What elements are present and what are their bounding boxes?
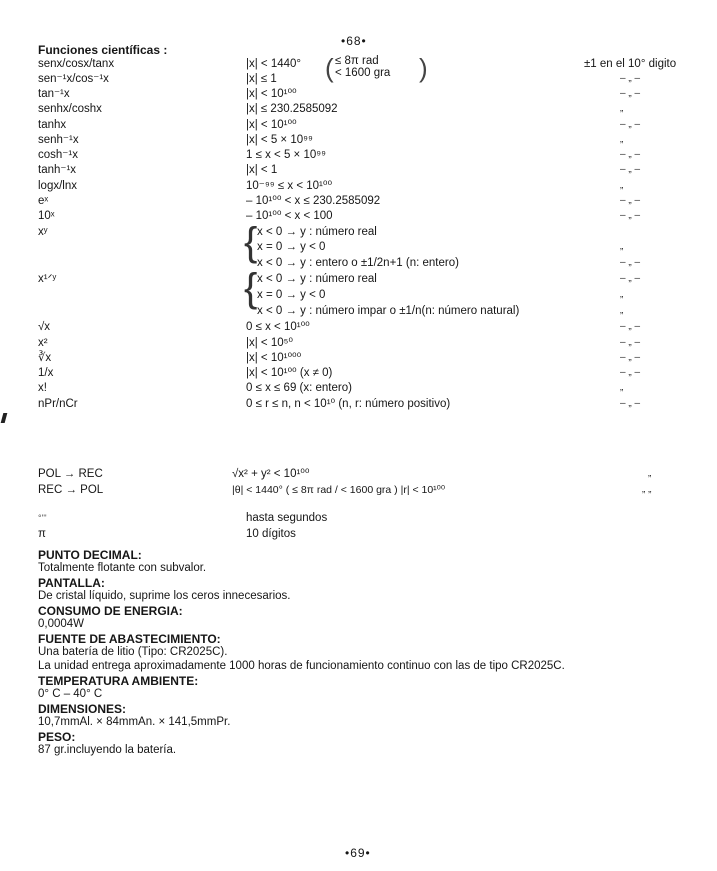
function-name: senhx/coshx (38, 103, 102, 115)
table-row (0, 225, 717, 239)
function-range: |x| < 10¹⁰⁰ (246, 119, 297, 131)
function-name: senx/cosx/tanx (38, 58, 115, 70)
accuracy: – „ – (620, 195, 641, 206)
function-name: ∛x (38, 352, 52, 364)
condition-line: x < 0 → y : número impar o ±1/n(n: número natural) (257, 305, 520, 317)
function-range: √x² + y² < 10¹⁰⁰ (232, 468, 310, 480)
accuracy: „ (620, 382, 624, 393)
table-row (0, 397, 717, 411)
table-row (0, 381, 717, 395)
accuracy: – „ – (620, 273, 641, 284)
function-name: tan⁻¹x (38, 88, 70, 100)
spec-text: Totalmente flotante con subvalor. (38, 562, 207, 574)
condition-line: x = 0 → y < 0 (257, 241, 326, 253)
function-name: tanhx (38, 119, 67, 131)
table-row (0, 209, 717, 223)
section-title: Funciones científicas : (38, 43, 168, 57)
accuracy: „ (620, 180, 624, 191)
function-name: x¹ᐟʸ (38, 273, 57, 285)
function-range: |x| < 10¹⁰⁰⁰ (246, 352, 302, 364)
table-row (0, 511, 717, 525)
spec-text: 0,0004W (38, 618, 85, 630)
accuracy: „ (620, 134, 624, 145)
function-name: POL → REC (38, 468, 103, 480)
condition-line: x < 0 → y : entero o ±1/2n+1 (n: entero) (257, 257, 459, 269)
table-row (0, 527, 717, 541)
function-range: |x| < 10¹⁰⁰ (246, 88, 297, 100)
table-row (0, 288, 717, 302)
function-name: nPr/nCr (38, 398, 78, 410)
function-name: 10ˣ (38, 210, 55, 222)
function-range: 1 ≤ x < 5 × 10⁹⁹ (246, 149, 327, 161)
accuracy: – „ – (620, 88, 641, 99)
accuracy: „ (620, 289, 624, 300)
function-name: x! (38, 382, 47, 394)
accuracy: „ (648, 468, 652, 479)
page-number-top: •68• (341, 34, 367, 48)
spec-label: DIMENSIONES: (38, 702, 127, 716)
function-range: 0 ≤ r ≤ n, n < 10¹⁰ (n, r: número positivo) (246, 398, 451, 410)
function-range: hasta segundos (246, 512, 328, 524)
accuracy: – „ – (620, 164, 641, 175)
accuracy-main: ±1 en el 10° digito (584, 58, 677, 70)
accuracy: – „ – (620, 73, 641, 84)
function-name: eˣ (38, 195, 49, 207)
table-row (0, 336, 717, 350)
table-row (0, 366, 717, 380)
function-range: |θ| < 1440° ( ≤ 8π rad / < 1600 gra ) |r| < 10¹⁰⁰ (232, 484, 446, 496)
accuracy: – „ – (620, 119, 641, 130)
accuracy: „ „ (642, 484, 652, 495)
spec-text: De cristal líquido, suprime los ceros innecesarios. (38, 590, 291, 602)
table-row (0, 304, 717, 318)
accuracy: – „ – (620, 398, 641, 409)
table-row (0, 148, 717, 162)
function-name: x² (38, 337, 48, 349)
function-name: °'" (38, 513, 47, 523)
spec-text: 10,7mmAl. × 84mmAn. × 141,5mmPr. (38, 716, 231, 728)
page-number-bottom: •69• (345, 846, 371, 860)
accuracy: „ (620, 103, 624, 114)
function-range: 0 ≤ x < 10¹⁰⁰ (246, 321, 310, 333)
spec-label: PUNTO DECIMAL: (38, 548, 142, 562)
gra-note-line1: ≤ 8π rad (335, 55, 379, 67)
table-row (0, 87, 717, 101)
function-range: |x| < 10⁵⁰ (246, 337, 293, 349)
spec-label: PESO: (38, 730, 76, 744)
function-name: logx/lnx (38, 180, 77, 192)
table-row (0, 133, 717, 147)
accuracy: – „ – (620, 321, 641, 332)
function-range: |x| ≤ 1 (246, 73, 277, 85)
table-row (0, 272, 717, 286)
function-range: |x| < 1440° (246, 58, 302, 70)
function-range: – 10¹⁰⁰ < x < 100 (246, 210, 333, 222)
table-row (0, 256, 717, 270)
table-row (0, 467, 717, 481)
margin-mark (1, 413, 8, 423)
spec-text: 87 gr.incluyendo la batería. (38, 744, 177, 756)
accuracy: – „ – (620, 337, 641, 348)
brace: { (244, 266, 258, 310)
function-name: REC → POL (38, 484, 104, 496)
function-range: 10 dígitos (246, 528, 296, 540)
accuracy: – „ – (620, 149, 641, 160)
function-name: 1/x (38, 367, 54, 379)
table-row (0, 351, 717, 365)
gra-note-line2: < 1600 gra (335, 67, 391, 79)
table-row (0, 163, 717, 177)
brace: { (244, 220, 258, 264)
spec-text: 0° C – 40° C (38, 688, 103, 700)
function-range: 0 ≤ x ≤ 69 (x: entero) (246, 382, 352, 394)
spec-text: Una batería de litio (Tipo: CR2025C). (38, 646, 228, 658)
table-row (0, 179, 717, 193)
accuracy: – „ – (620, 367, 641, 378)
table-row (0, 57, 717, 71)
condition-line: x < 0 → y : número real (257, 273, 377, 285)
function-name: sen⁻¹x/cos⁻¹x (38, 73, 109, 85)
table-row (0, 102, 717, 116)
spec-label: PANTALLA: (38, 576, 105, 590)
accuracy: – „ – (620, 257, 641, 268)
function-name: π (38, 528, 46, 540)
function-name: senh⁻¹x (38, 134, 79, 146)
accuracy: „ (620, 241, 624, 252)
table-row (0, 320, 717, 334)
function-name: cosh⁻¹x (38, 149, 78, 161)
condition-line: x = 0 → y < 0 (257, 289, 326, 301)
function-name: tanh⁻¹x (38, 164, 77, 176)
table-row (0, 240, 717, 254)
spec-label: FUENTE DE ABASTECIMIENTO: (38, 632, 221, 646)
accuracy: – „ – (620, 210, 641, 221)
function-name: √x (38, 321, 51, 333)
condition-line: x < 0 → y : número real (257, 226, 377, 238)
function-range: |x| ≤ 230.2585092 (246, 103, 338, 115)
accuracy: „ (620, 305, 624, 316)
table-row (0, 194, 717, 208)
spec-label: CONSUMO DE ENERGIA: (38, 604, 183, 618)
table-row (0, 118, 717, 132)
function-name: xʸ (38, 226, 48, 238)
function-range: |x| < 5 × 10⁹⁹ (246, 134, 313, 146)
table-row (0, 483, 717, 497)
function-range: – 10¹⁰⁰ < x ≤ 230.2585092 (246, 195, 381, 207)
accuracy: – „ – (620, 352, 641, 363)
function-range: 10⁻⁹⁹ ≤ x < 10¹⁰⁰ (246, 180, 333, 192)
spec-label: TEMPERATURA AMBIENTE: (38, 674, 199, 688)
function-range: |x| < 1 (246, 164, 278, 176)
table-row (0, 72, 717, 86)
function-range: |x| < 10¹⁰⁰ (x ≠ 0) (246, 367, 333, 379)
spec-text: La unidad entrega aproximadamente 1000 horas de funcionamiento continuo con las de tipo CR2025C. (38, 660, 565, 672)
